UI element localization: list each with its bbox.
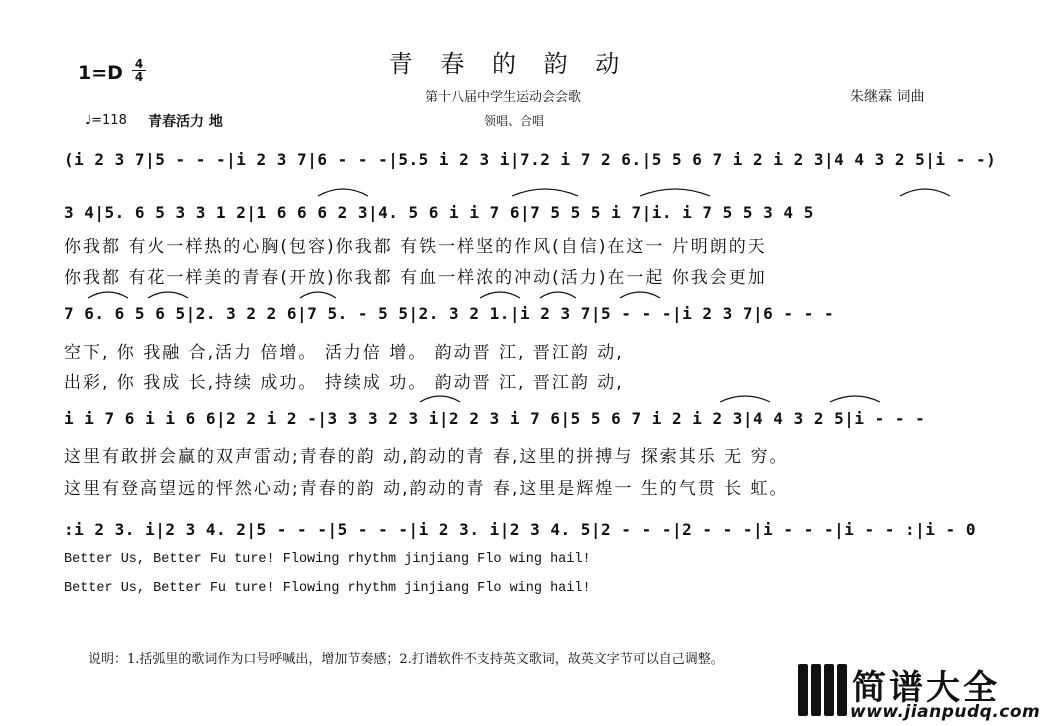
score-line-1-notes: (i 2 3 7|5 - - -|i 2 3 7|6 - - -|5.5 i 2 3 i|7.2 i 7 2 6.|5 5 6 7 i 2 i 2 3|4 4 3 2 5|i - -) xyxy=(64,150,997,169)
song-subtitle: 第十八届中学生运动会会歌 xyxy=(425,90,582,105)
score-line-4-notes: i i 7 6 i i 6 6|2 2 i 2 -|3 3 3 2 3 i|2 2 3 i 7 6|5 5 6 7 i 2 i 2 3|4 4 3 2 5|i - - - xyxy=(64,409,926,428)
score-line-3-lyrics-verse-2: 出彩, 你 我成 长,持续 成功。 持续成 功。 韵动晋 江, 晋江韵 动, xyxy=(64,373,624,393)
logo-url: www.jianpudq.com xyxy=(850,702,1040,722)
song-title: 青 春 的 韵 动 xyxy=(388,50,630,78)
score-line-3-lyrics-verse-1: 空下, 你 我融 合,活力 倍增。 活力倍 增。 韵动晋 江, 晋江韵 动, xyxy=(64,343,624,363)
score-line-4-lyrics-verse-1: 这里有敢拼会赢的双声雷动;青春的韵 动,韵动的青 春,这里的拼搏与 探索其乐 无 穷。 xyxy=(64,447,789,467)
score-line-5-lyrics-verse-1: Better Us, Better Fu ture! Flowing rhythm jinjiang Flo wing hail! xyxy=(64,552,591,567)
logo-name: 简谱大全 xyxy=(852,668,1000,708)
tempo-marking: ♩=118 xyxy=(85,113,127,128)
composer-credit: 朱继霖 词曲 xyxy=(850,89,925,105)
score-line-4-lyrics-verse-2: 这里有登高望远的怦然心动;青春的韵 动,韵动的青 春,这里是辉煌一 生的气贯 长 虹。 xyxy=(64,479,789,499)
score-line-5-notes: :i 2 3. i|2 3 4. 2|5 - - -|5 - - -|i 2 3. i|2 3 4. 5|2 - - -|2 - - -|i - - -|i - - :|i - 0 xyxy=(64,520,976,539)
expression-marking: 青春活力 地 xyxy=(148,114,223,130)
score-line-2-lyrics-verse-1: 你我都 有火一样热的心胸(包容)你我都 有铁一样坚的作风(自信)在这一 片明朗的天 xyxy=(64,237,767,257)
footnote: 说明：1.括弧里的歌词作为口号呼喊出，增加节奏感；2.打谱软件不支持英文歌词，故英文字节可以自己调整。 xyxy=(88,652,724,667)
score-line-5-lyrics-verse-2: Better Us, Better Fu ture! Flowing rhythm jinjiang Flo wing hail! xyxy=(64,581,591,596)
score-line-3-notes: 7 6. 6 5 6 5|2. 3 2 2 6|7 5. - 5 5|2. 3 2 1.|i 2 3 7|5 - - -|i 2 3 7|6 - - - xyxy=(64,304,835,323)
time-signature-bottom: 4 xyxy=(134,70,144,84)
score-line-2-lyrics-verse-2: 你我都 有花一样美的青春(开放)你我都 有血一样浓的冲动(活力)在一起 你我会更加 xyxy=(64,268,767,288)
voices-marking: 领唱、合唱 xyxy=(484,114,545,128)
score-line-2-notes: 3 4|5. 6 5 3 3 1 2|1 6 6 6 2 3|4. 5 6 i i 7 6|7 5 5 5 i 7|i. i 7 5 5 3 4 5 xyxy=(64,203,814,222)
key-signature: 1=D xyxy=(78,62,123,84)
site-logo[interactable] xyxy=(798,660,1040,722)
time-signature-top: 4 xyxy=(132,58,146,71)
piano-keys-icon xyxy=(798,664,846,718)
